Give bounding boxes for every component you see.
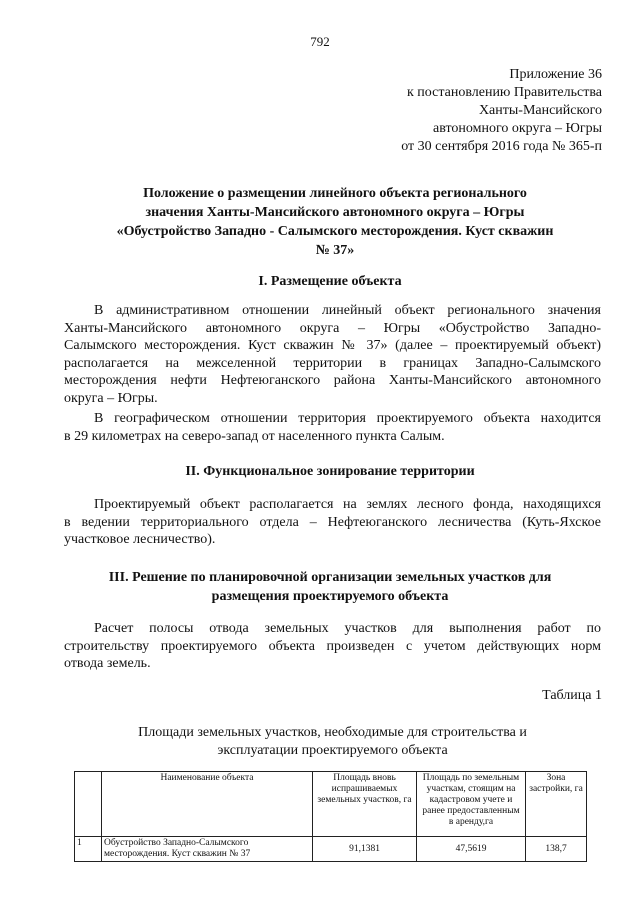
header-registered-area: Площадь по земельным участкам, стоящим на кадастровом учете и ранее предоставленным в аренду,га (417, 772, 526, 837)
heading-line: III. Решение по планировочной организации земельных участков для (108, 570, 552, 585)
text-line: строительству проектируемого объекта произведен с учетом действующих норм (64, 638, 601, 654)
cell-number: 1 (75, 837, 102, 862)
text-line: Проектируемый объект располагается на землях лесного фонда, находящихся (94, 497, 601, 512)
appendix-line: автономного округа – Югры (433, 121, 602, 136)
appendix-line: Ханты-Мансийского (478, 103, 602, 118)
caption-line: эксплуатации проектируемого объекта (217, 743, 448, 758)
text-line: округа – Югры. (64, 390, 158, 406)
cell-new-area: 91,1381 (313, 837, 417, 862)
text-line: В географическом отношении территория проектируемого объекта находится (94, 411, 601, 426)
text-line: В административном отношении линейный объект регионального значения (94, 303, 601, 318)
header-zone: Зона застройки, га (526, 772, 587, 837)
title-line: № 37» (315, 243, 355, 258)
appendix-line: к постановлению Правительства (406, 85, 602, 100)
text-line: в ведении территориального отдела – Нефтеюганского лесничества (Куть-Яхское (64, 514, 601, 530)
table-label: Таблица 1 (542, 688, 602, 703)
text-line: в 29 километрах на северо-запад от населенного пункта Салым. (64, 428, 445, 444)
title-line: значения Ханты-Мансийского автономного округа – Югры (145, 205, 525, 220)
section-3-paragraph (64, 620, 601, 673)
text-line: участковое лесничество). (64, 532, 216, 547)
page-number: 792 (310, 34, 330, 49)
cell-registered-area: 47,5619 (417, 837, 526, 862)
cell-zone: 138,7 (526, 837, 587, 862)
section-1-heading (60, 272, 600, 291)
caption-line: Площади земельных участков, необходимые для строительства и (138, 725, 527, 740)
table-row (75, 837, 587, 862)
appendix-line: Приложение 36 (509, 67, 602, 82)
section-3-heading (60, 568, 600, 606)
text-line: месторождения нефти Нефтеюганского района Ханты-Мансийского автономного (64, 373, 601, 388)
section-1-paragraph-1 (64, 302, 601, 407)
table-header-row (75, 772, 587, 837)
text-line: Расчет полосы отвода земельных участков для выполнения работ по (94, 621, 601, 636)
text-line: Салымского месторождения. Куст скважин № 37» (далее – проектируемый объект) (64, 338, 601, 353)
appendix-line: от 30 сентября 2016 года № 365-п (401, 139, 602, 154)
document-title (70, 184, 600, 260)
title-line: «Обустройство Западно - Салымского месторождения. Куст скважин (116, 224, 554, 239)
header-new-area: Площадь вновь испрашиваемых земельных участков, га (313, 772, 417, 837)
heading-text: I. Размещение объекта (258, 274, 402, 289)
land-areas-table (74, 771, 587, 862)
table-caption (60, 724, 605, 760)
title-line: Положение о размещении линейного объекта регионального (143, 186, 527, 201)
section-2-paragraph (64, 496, 601, 549)
text-line: отвода земель. (64, 656, 151, 671)
header-number (75, 772, 102, 837)
header-object-name: Наименование объекта (102, 772, 313, 837)
appendix-block (401, 66, 602, 156)
heading-text: II. Функциональное зонирование территории (185, 464, 475, 479)
section-1-paragraph-2 (64, 410, 601, 445)
text-line: Ханты-Мансийского автономного округа – Югры «Обустройство Западно- (64, 320, 601, 336)
cell-object-name: Обустройство Западно-Салымского месторождения. Куст скважин № 37 (102, 837, 313, 862)
text-line: располагается на межселенной территории в границах Западно-Салымского (64, 355, 601, 371)
section-2-heading (60, 462, 600, 481)
heading-line: размещения проектируемого объекта (211, 589, 449, 604)
